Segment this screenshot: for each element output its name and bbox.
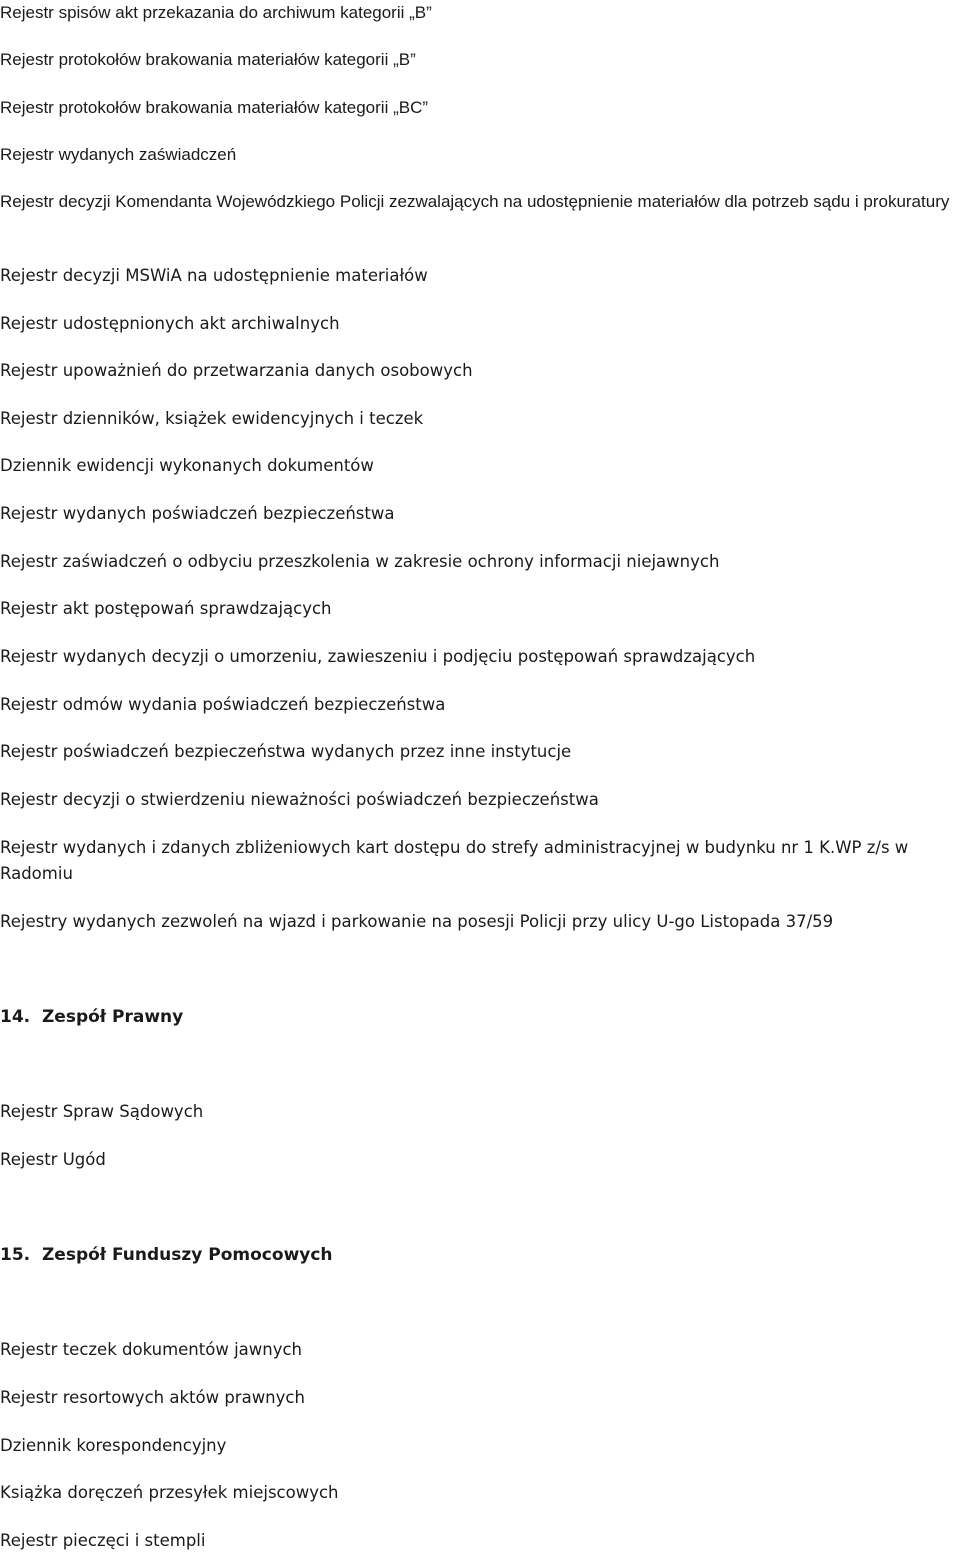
list-item: Rejestr decyzji MSWiA na udostępnienie materiałów	[0, 266, 428, 285]
list-item: Dziennik ewidencji wykonanych dokumentów	[0, 456, 374, 475]
list-item: Rejestr decyzji o stwierdzeniu nieważności poświadczeń bezpieczeństwa	[0, 790, 599, 809]
section-heading	[0, 1004, 183, 1030]
list-item: Rejestr upoważnień do przetwarzania danych osobowych	[0, 361, 473, 380]
list-item: Rejestr wydanych i zdanych zbliżeniowych kart dostępu do strefy administracyjnej w budynku nr 1 K.WP z/s w Radomiu	[0, 838, 909, 883]
list-item: Rejestr Ugód	[0, 1150, 106, 1169]
list-item: Rejestr dzienników, książek ewidencyjnych i teczek	[0, 409, 424, 428]
list-item: Rejestr wydanych decyzji o umorzeniu, zawieszeniu i podjęciu postępowań sprawdzających	[0, 647, 756, 666]
list-item: Książka doręczeń przesyłek miejscowych	[0, 1483, 339, 1502]
section-number: 15.	[0, 1245, 31, 1265]
list-item: Rejestr protokołów brakowania materiałów kategorii „B”	[0, 50, 416, 69]
list-item: Rejestry wydanych zezwoleń na wjazd i parkowanie na posesji Policji przy ulicy U-go Listopada 37/59	[0, 912, 834, 931]
list-item: Rejestr poświadczeń bezpieczeństwa wydanych przez inne instytucje	[0, 742, 572, 761]
list-item: Rejestr spisów akt przekazania do archiwum kategorii „B”	[0, 3, 432, 22]
list-item: Rejestr protokołów brakowania materiałów kategorii „BC”	[0, 98, 429, 117]
list-item: Rejestr pieczęci i stempli	[0, 1531, 206, 1550]
list-item: Rejestr Spraw Sądowych	[0, 1102, 204, 1121]
list-item: Rejestr wydanych zaświadczeń	[0, 145, 237, 164]
section-title: Zespół Prawny	[41, 1007, 184, 1027]
list-item: Rejestr resortowych aktów prawnych	[0, 1388, 305, 1407]
list-item: Rejestr decyzji Komendanta Wojewódzkiego Policji zezwalających na udostępnienie materiałów dla potrzeb sądu i prokuratury	[0, 192, 950, 211]
section-title: Zespół Funduszy Pomocowych	[41, 1245, 333, 1265]
list-item: Rejestr odmów wydania poświadczeń bezpieczeństwa	[0, 695, 446, 714]
section-heading	[0, 1242, 333, 1268]
list-item: Rejestr udostępnionych akt archiwalnych	[0, 314, 340, 333]
list-item: Rejestr zaświadczeń o odbyciu przeszkolenia w zakresie ochrony informacji niejawnych	[0, 552, 720, 571]
list-item: Rejestr wydanych poświadczeń bezpieczeństwa	[0, 504, 395, 523]
list-item: Dziennik korespondencyjny	[0, 1436, 227, 1455]
list-item: Rejestr akt postępowań sprawdzających	[0, 599, 332, 618]
section-number: 14.	[0, 1007, 31, 1027]
list-item: Rejestr teczek dokumentów jawnych	[0, 1340, 303, 1359]
